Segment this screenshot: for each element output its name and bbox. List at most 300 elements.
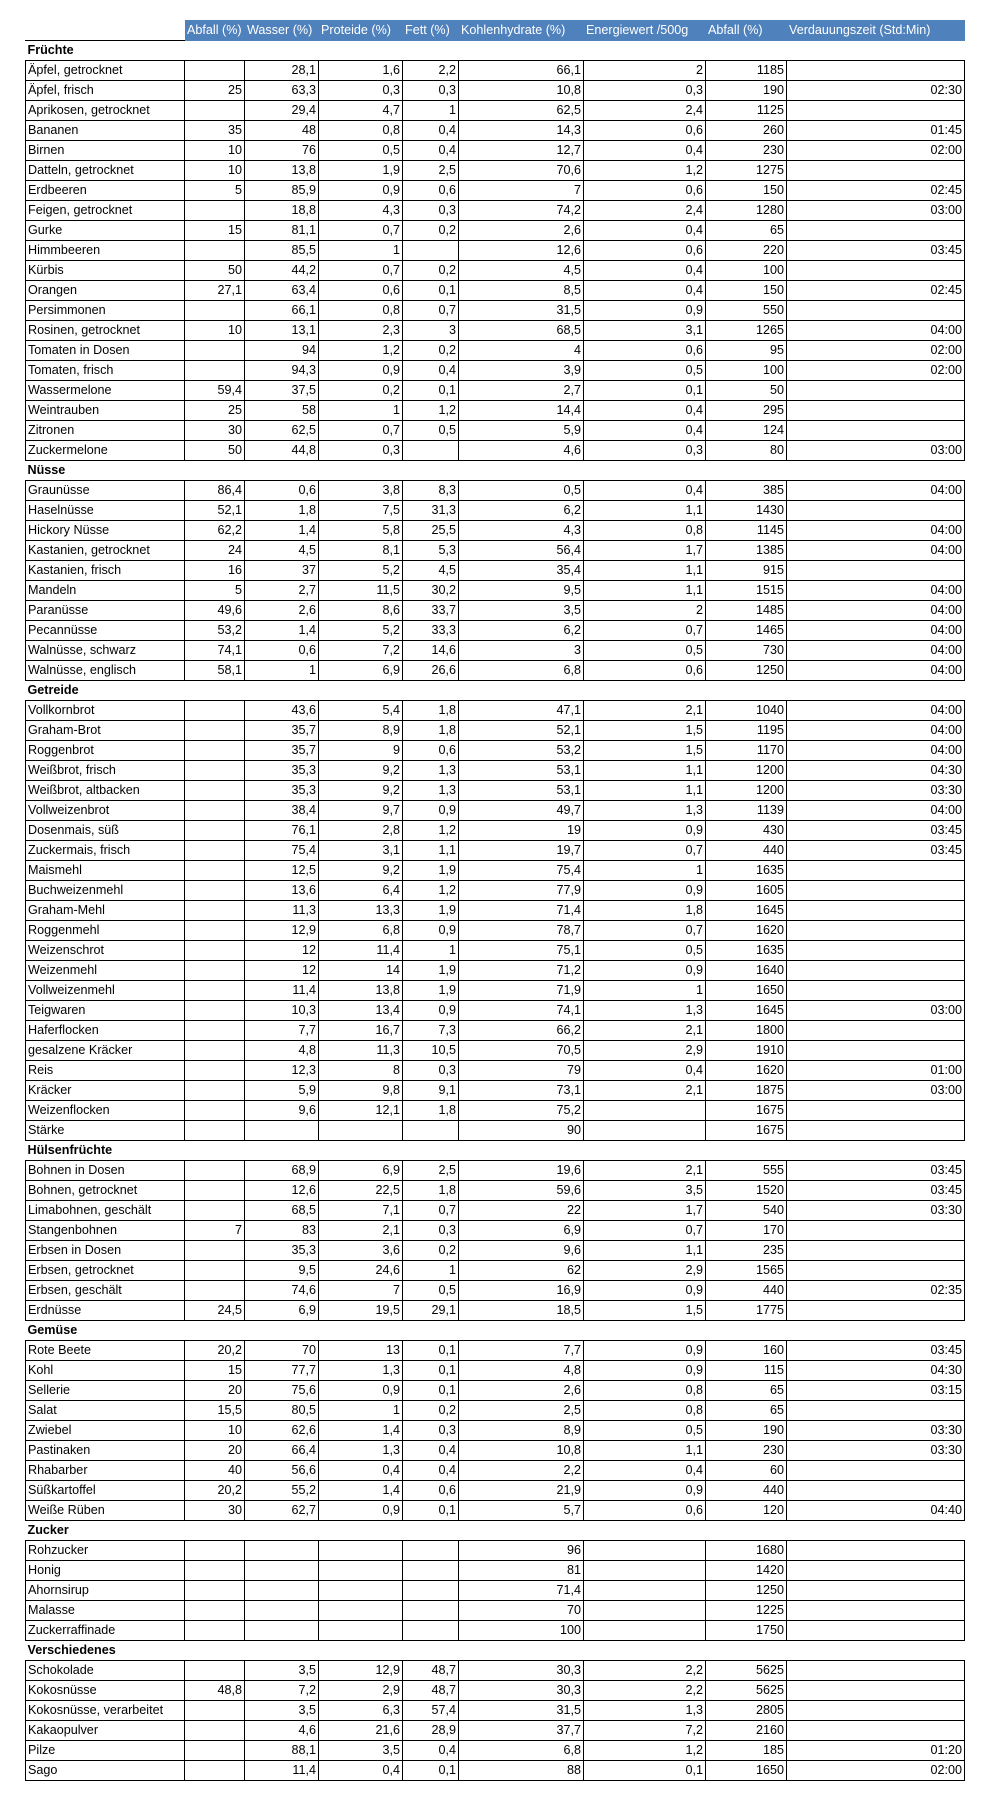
value-cell[interactable] <box>787 1601 965 1621</box>
value-cell[interactable]: 01:45 <box>787 121 965 141</box>
value-cell[interactable]: 0,1 <box>584 1761 706 1781</box>
value-cell[interactable] <box>787 561 965 581</box>
value-cell[interactable]: 1,1 <box>584 581 706 601</box>
value-cell[interactable]: 5,7 <box>459 1501 584 1521</box>
value-cell[interactable]: 1800 <box>706 1021 787 1041</box>
food-name-cell[interactable]: Vollweizenbrot <box>26 801 185 821</box>
value-cell[interactable]: 02:45 <box>787 181 965 201</box>
food-name-cell[interactable]: Sellerie <box>26 1381 185 1401</box>
food-name-cell[interactable]: Bohnen in Dosen <box>26 1161 185 1181</box>
value-cell[interactable]: 1139 <box>706 801 787 821</box>
value-cell[interactable]: 03:45 <box>787 821 965 841</box>
value-cell[interactable]: 11,4 <box>319 941 403 961</box>
value-cell[interactable]: 26,6 <box>403 661 459 681</box>
value-cell[interactable]: 430 <box>706 821 787 841</box>
value-cell[interactable]: 0,3 <box>403 1221 459 1241</box>
value-cell[interactable] <box>403 1561 459 1581</box>
value-cell[interactable]: 86,4 <box>185 481 245 501</box>
value-cell[interactable]: 74,1 <box>459 1001 584 1021</box>
value-cell[interactable]: 38,4 <box>245 801 319 821</box>
food-name-cell[interactable]: Weintrauben <box>26 401 185 421</box>
value-cell[interactable]: 25 <box>185 81 245 101</box>
value-cell[interactable]: 88,1 <box>245 1741 319 1761</box>
value-cell[interactable]: 71,4 <box>459 901 584 921</box>
food-name-cell[interactable]: Bananen <box>26 121 185 141</box>
value-cell[interactable]: 540 <box>706 1201 787 1221</box>
value-cell[interactable]: 1,2 <box>403 401 459 421</box>
value-cell[interactable]: 10 <box>185 141 245 161</box>
value-cell[interactable]: 915 <box>706 561 787 581</box>
value-cell[interactable]: 66,1 <box>245 301 319 321</box>
value-cell[interactable]: 0,8 <box>319 301 403 321</box>
value-cell[interactable] <box>185 1261 245 1281</box>
value-cell[interactable]: 30,3 <box>459 1681 584 1701</box>
value-cell[interactable]: 0,3 <box>403 1421 459 1441</box>
value-cell[interactable]: 02:35 <box>787 1281 965 1301</box>
value-cell[interactable] <box>185 801 245 821</box>
value-cell[interactable]: 0,1 <box>403 1501 459 1521</box>
food-name-cell[interactable]: Walnüsse, schwarz <box>26 641 185 661</box>
value-cell[interactable] <box>185 1561 245 1581</box>
value-cell[interactable] <box>185 981 245 1001</box>
value-cell[interactable]: 03:30 <box>787 1441 965 1461</box>
value-cell[interactable]: 78,7 <box>459 921 584 941</box>
value-cell[interactable]: 1 <box>245 661 319 681</box>
value-cell[interactable] <box>185 241 245 261</box>
value-cell[interactable]: 75,6 <box>245 1381 319 1401</box>
value-cell[interactable] <box>245 1581 319 1601</box>
value-cell[interactable]: 01:20 <box>787 1741 965 1761</box>
value-cell[interactable]: 3,5 <box>459 601 584 621</box>
value-cell[interactable]: 66,1 <box>459 61 584 81</box>
value-cell[interactable]: 03:45 <box>787 241 965 261</box>
value-cell[interactable]: 0,3 <box>319 441 403 461</box>
value-cell[interactable]: 1 <box>319 401 403 421</box>
value-cell[interactable]: 75,4 <box>245 841 319 861</box>
value-cell[interactable]: 9 <box>319 741 403 761</box>
value-cell[interactable]: 37 <box>245 561 319 581</box>
value-cell[interactable]: 10 <box>185 321 245 341</box>
value-cell[interactable]: 04:00 <box>787 641 965 661</box>
value-cell[interactable]: 7,7 <box>459 1341 584 1361</box>
food-name-cell[interactable]: Zwiebel <box>26 1421 185 1441</box>
value-cell[interactable]: 03:30 <box>787 1201 965 1221</box>
section-title[interactable]: Früchte <box>26 41 965 61</box>
value-cell[interactable] <box>185 201 245 221</box>
value-cell[interactable]: 0,3 <box>584 81 706 101</box>
section-title[interactable]: Getreide <box>26 681 965 701</box>
value-cell[interactable]: 62,2 <box>185 521 245 541</box>
value-cell[interactable]: 12 <box>245 961 319 981</box>
value-cell[interactable] <box>245 1601 319 1621</box>
value-cell[interactable]: 35,7 <box>245 721 319 741</box>
value-cell[interactable] <box>787 161 965 181</box>
value-cell[interactable]: 0,5 <box>584 361 706 381</box>
value-cell[interactable]: 1,3 <box>584 1001 706 1021</box>
value-cell[interactable]: 1,7 <box>584 541 706 561</box>
value-cell[interactable] <box>787 861 965 881</box>
value-cell[interactable]: 6,9 <box>459 1221 584 1241</box>
value-cell[interactable]: 02:00 <box>787 361 965 381</box>
value-cell[interactable]: 730 <box>706 641 787 661</box>
food-name-cell[interactable]: Rhabarber <box>26 1461 185 1481</box>
food-name-cell[interactable]: Buchweizenmehl <box>26 881 185 901</box>
food-name-cell[interactable]: Sago <box>26 1761 185 1781</box>
value-cell[interactable]: 31,3 <box>403 501 459 521</box>
value-cell[interactable]: 02:00 <box>787 341 965 361</box>
value-cell[interactable]: 81,1 <box>245 221 319 241</box>
value-cell[interactable]: 31,5 <box>459 1701 584 1721</box>
value-cell[interactable]: 04:00 <box>787 701 965 721</box>
value-cell[interactable]: 88 <box>459 1761 584 1781</box>
value-cell[interactable]: 385 <box>706 481 787 501</box>
value-cell[interactable]: 53,1 <box>459 781 584 801</box>
value-cell[interactable] <box>787 401 965 421</box>
value-cell[interactable]: 03:00 <box>787 1001 965 1021</box>
value-cell[interactable]: 1 <box>319 241 403 261</box>
value-cell[interactable]: 1,2 <box>584 1741 706 1761</box>
value-cell[interactable] <box>787 961 965 981</box>
value-cell[interactable]: 440 <box>706 1481 787 1501</box>
value-cell[interactable]: 1,8 <box>403 1181 459 1201</box>
value-cell[interactable]: 1,6 <box>319 61 403 81</box>
value-cell[interactable]: 2805 <box>706 1701 787 1721</box>
value-cell[interactable]: 10,5 <box>403 1041 459 1061</box>
value-cell[interactable]: 01:00 <box>787 1061 965 1081</box>
value-cell[interactable] <box>787 1241 965 1261</box>
food-name-cell[interactable]: Kastanien, frisch <box>26 561 185 581</box>
food-name-cell[interactable]: Weizenflocken <box>26 1101 185 1121</box>
food-name-cell[interactable]: Walnüsse, englisch <box>26 661 185 681</box>
value-cell[interactable] <box>787 1301 965 1321</box>
value-cell[interactable]: 1605 <box>706 881 787 901</box>
value-cell[interactable]: 0,8 <box>319 121 403 141</box>
value-cell[interactable]: 04:00 <box>787 581 965 601</box>
value-cell[interactable]: 75,4 <box>459 861 584 881</box>
value-cell[interactable]: 1,5 <box>584 1301 706 1321</box>
value-cell[interactable] <box>787 1701 965 1721</box>
value-cell[interactable] <box>185 341 245 361</box>
value-cell[interactable]: 0,3 <box>319 81 403 101</box>
food-name-cell[interactable]: Limabohnen, geschält <box>26 1201 185 1221</box>
value-cell[interactable]: 48,8 <box>185 1681 245 1701</box>
value-cell[interactable]: 04:00 <box>787 521 965 541</box>
value-cell[interactable]: 0,4 <box>584 1461 706 1481</box>
section-title[interactable]: Gemüse <box>26 1321 965 1341</box>
value-cell[interactable]: 185 <box>706 1741 787 1761</box>
value-cell[interactable] <box>787 421 965 441</box>
food-name-cell[interactable]: Roggenbrot <box>26 741 185 761</box>
value-cell[interactable] <box>185 1281 245 1301</box>
value-cell[interactable]: 03:30 <box>787 781 965 801</box>
food-name-cell[interactable]: Rote Beete <box>26 1341 185 1361</box>
value-cell[interactable]: 04:00 <box>787 741 965 761</box>
food-name-cell[interactable]: Haferflocken <box>26 1021 185 1041</box>
value-cell[interactable]: 62,6 <box>245 1421 319 1441</box>
value-cell[interactable]: 0,4 <box>584 481 706 501</box>
value-cell[interactable]: 0,1 <box>403 281 459 301</box>
value-cell[interactable] <box>584 1101 706 1121</box>
value-cell[interactable]: 13,8 <box>319 981 403 1001</box>
value-cell[interactable]: 1,9 <box>403 861 459 881</box>
value-cell[interactable]: 1,1 <box>584 781 706 801</box>
value-cell[interactable]: 2,6 <box>459 221 584 241</box>
value-cell[interactable]: 59,6 <box>459 1181 584 1201</box>
value-cell[interactable]: 0,7 <box>319 421 403 441</box>
value-cell[interactable] <box>787 1021 965 1041</box>
value-cell[interactable] <box>185 61 245 81</box>
value-cell[interactable]: 13,1 <box>245 321 319 341</box>
header-cell-fett[interactable]: Fett (%) <box>403 21 459 41</box>
value-cell[interactable]: 04:40 <box>787 1501 965 1521</box>
value-cell[interactable]: 19,5 <box>319 1301 403 1321</box>
value-cell[interactable] <box>403 1621 459 1641</box>
value-cell[interactable]: 57,4 <box>403 1701 459 1721</box>
value-cell[interactable] <box>185 1621 245 1641</box>
value-cell[interactable]: 75,2 <box>459 1101 584 1121</box>
value-cell[interactable]: 50 <box>185 261 245 281</box>
value-cell[interactable]: 5 <box>185 581 245 601</box>
value-cell[interactable]: 2 <box>584 601 706 621</box>
value-cell[interactable]: 440 <box>706 841 787 861</box>
value-cell[interactable]: 15 <box>185 1361 245 1381</box>
food-name-cell[interactable]: Ahornsirup <box>26 1581 185 1601</box>
value-cell[interactable]: 50 <box>706 381 787 401</box>
value-cell[interactable]: 2,9 <box>584 1261 706 1281</box>
value-cell[interactable]: 1275 <box>706 161 787 181</box>
value-cell[interactable]: 11,3 <box>319 1041 403 1061</box>
value-cell[interactable]: 76,1 <box>245 821 319 841</box>
value-cell[interactable]: 1385 <box>706 541 787 561</box>
value-cell[interactable]: 5625 <box>706 1661 787 1681</box>
value-cell[interactable]: 0,7 <box>319 261 403 281</box>
value-cell[interactable] <box>787 941 965 961</box>
value-cell[interactable]: 2,5 <box>459 1401 584 1421</box>
value-cell[interactable]: 1650 <box>706 981 787 1001</box>
food-name-cell[interactable]: Persimmonen <box>26 301 185 321</box>
value-cell[interactable] <box>319 1581 403 1601</box>
value-cell[interactable]: 0,5 <box>584 641 706 661</box>
value-cell[interactable]: 150 <box>706 281 787 301</box>
value-cell[interactable]: 1775 <box>706 1301 787 1321</box>
value-cell[interactable]: 9,5 <box>245 1261 319 1281</box>
value-cell[interactable]: 0,1 <box>403 381 459 401</box>
value-cell[interactable]: 14,3 <box>459 121 584 141</box>
value-cell[interactable]: 0,4 <box>319 1461 403 1481</box>
value-cell[interactable]: 2160 <box>706 1721 787 1741</box>
value-cell[interactable]: 13,8 <box>245 161 319 181</box>
value-cell[interactable]: 0,1 <box>403 1761 459 1781</box>
value-cell[interactable]: 220 <box>706 241 787 261</box>
value-cell[interactable] <box>787 61 965 81</box>
value-cell[interactable] <box>185 1741 245 1761</box>
value-cell[interactable]: 74,6 <box>245 1281 319 1301</box>
value-cell[interactable]: 1,9 <box>403 901 459 921</box>
value-cell[interactable] <box>185 1761 245 1781</box>
value-cell[interactable] <box>787 1401 965 1421</box>
value-cell[interactable]: 4,3 <box>319 201 403 221</box>
value-cell[interactable]: 1,8 <box>403 701 459 721</box>
food-name-cell[interactable]: Weizenmehl <box>26 961 185 981</box>
food-name-cell[interactable]: Weißbrot, frisch <box>26 761 185 781</box>
value-cell[interactable]: 0,6 <box>584 1501 706 1521</box>
value-cell[interactable]: 52,1 <box>185 501 245 521</box>
value-cell[interactable]: 04:00 <box>787 621 965 641</box>
value-cell[interactable]: 170 <box>706 1221 787 1241</box>
header-cell-name[interactable] <box>26 21 185 41</box>
value-cell[interactable]: 0,6 <box>319 281 403 301</box>
value-cell[interactable]: 59,4 <box>185 381 245 401</box>
value-cell[interactable]: 55,2 <box>245 1481 319 1501</box>
value-cell[interactable]: 1620 <box>706 921 787 941</box>
food-name-cell[interactable]: Rosinen, getrocknet <box>26 321 185 341</box>
value-cell[interactable]: 230 <box>706 1441 787 1461</box>
value-cell[interactable] <box>185 1601 245 1621</box>
value-cell[interactable]: 2,1 <box>584 1021 706 1041</box>
value-cell[interactable]: 9,6 <box>245 1101 319 1121</box>
value-cell[interactable]: 12,9 <box>319 1661 403 1681</box>
value-cell[interactable]: 0,4 <box>403 141 459 161</box>
food-name-cell[interactable]: Kokosnüsse <box>26 1681 185 1701</box>
value-cell[interactable]: 20 <box>185 1381 245 1401</box>
value-cell[interactable]: 28,9 <box>403 1721 459 1741</box>
value-cell[interactable]: 25,5 <box>403 521 459 541</box>
value-cell[interactable]: 0,1 <box>403 1341 459 1361</box>
value-cell[interactable] <box>185 901 245 921</box>
value-cell[interactable]: 65 <box>706 1381 787 1401</box>
value-cell[interactable] <box>319 1541 403 1561</box>
value-cell[interactable]: 53,1 <box>459 761 584 781</box>
value-cell[interactable]: 3,5 <box>584 1181 706 1201</box>
value-cell[interactable]: 1280 <box>706 201 787 221</box>
value-cell[interactable] <box>787 901 965 921</box>
value-cell[interactable] <box>403 441 459 461</box>
value-cell[interactable]: 6,9 <box>245 1301 319 1321</box>
value-cell[interactable]: 04:00 <box>787 721 965 741</box>
value-cell[interactable]: 1875 <box>706 1081 787 1101</box>
value-cell[interactable]: 4,8 <box>459 1361 584 1381</box>
food-name-cell[interactable]: Äpfel, getrocknet <box>26 61 185 81</box>
food-name-cell[interactable]: Aprikosen, getrocknet <box>26 101 185 121</box>
value-cell[interactable] <box>185 741 245 761</box>
value-cell[interactable]: 1,8 <box>403 721 459 741</box>
value-cell[interactable]: 76 <box>245 141 319 161</box>
value-cell[interactable]: 2,7 <box>245 581 319 601</box>
value-cell[interactable]: 0,3 <box>403 81 459 101</box>
value-cell[interactable]: 124 <box>706 421 787 441</box>
value-cell[interactable]: 1650 <box>706 1761 787 1781</box>
value-cell[interactable]: 31,5 <box>459 301 584 321</box>
value-cell[interactable]: 90 <box>459 1121 584 1141</box>
value-cell[interactable]: 4,6 <box>245 1721 319 1741</box>
value-cell[interactable]: 1 <box>584 861 706 881</box>
value-cell[interactable]: 2,9 <box>584 1041 706 1061</box>
value-cell[interactable]: 1,1 <box>584 1241 706 1261</box>
value-cell[interactable]: 7 <box>319 1281 403 1301</box>
section-title[interactable]: Zucker <box>26 1521 965 1541</box>
value-cell[interactable]: 0,9 <box>319 181 403 201</box>
value-cell[interactable]: 28,1 <box>245 61 319 81</box>
food-name-cell[interactable]: Wassermelone <box>26 381 185 401</box>
food-name-cell[interactable]: Graunüsse <box>26 481 185 501</box>
value-cell[interactable]: 04:30 <box>787 1361 965 1381</box>
value-cell[interactable]: 80,5 <box>245 1401 319 1421</box>
value-cell[interactable]: 1465 <box>706 621 787 641</box>
value-cell[interactable]: 03:45 <box>787 1181 965 1201</box>
value-cell[interactable]: 2,7 <box>459 381 584 401</box>
value-cell[interactable]: 260 <box>706 121 787 141</box>
food-name-cell[interactable]: Erbsen, getrocknet <box>26 1261 185 1281</box>
value-cell[interactable]: 11,4 <box>245 1761 319 1781</box>
value-cell[interactable]: 79 <box>459 1061 584 1081</box>
value-cell[interactable]: 7,2 <box>245 1681 319 1701</box>
header-cell-verdauungszeit[interactable]: Verdauungszeit (Std:Min) <box>787 21 965 41</box>
value-cell[interactable]: 85,5 <box>245 241 319 261</box>
food-name-cell[interactable]: Datteln, getrocknet <box>26 161 185 181</box>
value-cell[interactable]: 1225 <box>706 1601 787 1621</box>
value-cell[interactable]: 8,9 <box>459 1421 584 1441</box>
value-cell[interactable]: 3,8 <box>319 481 403 501</box>
value-cell[interactable]: 9,7 <box>319 801 403 821</box>
value-cell[interactable]: 4,5 <box>245 541 319 561</box>
value-cell[interactable]: 0,4 <box>403 1461 459 1481</box>
value-cell[interactable]: 12,3 <box>245 1061 319 1081</box>
value-cell[interactable]: 19 <box>459 821 584 841</box>
value-cell[interactable]: 16,9 <box>459 1281 584 1301</box>
value-cell[interactable]: 0,8 <box>584 1381 706 1401</box>
value-cell[interactable]: 1,7 <box>584 1201 706 1221</box>
value-cell[interactable]: 56,4 <box>459 541 584 561</box>
value-cell[interactable]: 66,4 <box>245 1441 319 1461</box>
value-cell[interactable]: 1675 <box>706 1121 787 1141</box>
value-cell[interactable]: 1420 <box>706 1561 787 1581</box>
value-cell[interactable] <box>319 1121 403 1141</box>
value-cell[interactable]: 1485 <box>706 601 787 621</box>
value-cell[interactable]: 2,2 <box>584 1661 706 1681</box>
value-cell[interactable] <box>787 1461 965 1481</box>
value-cell[interactable]: 0,5 <box>459 481 584 501</box>
value-cell[interactable]: 74,1 <box>185 641 245 661</box>
food-name-cell[interactable]: Erbsen in Dosen <box>26 1241 185 1261</box>
value-cell[interactable] <box>185 1581 245 1601</box>
header-cell-kohlenhydrate[interactable]: Kohlenhydrate (%) <box>459 21 584 41</box>
value-cell[interactable]: 50 <box>185 441 245 461</box>
value-cell[interactable] <box>584 1561 706 1581</box>
value-cell[interactable]: 2,1 <box>319 1221 403 1241</box>
value-cell[interactable]: 0,6 <box>245 641 319 661</box>
value-cell[interactable]: 555 <box>706 1161 787 1181</box>
value-cell[interactable]: 4,5 <box>403 561 459 581</box>
value-cell[interactable]: 18,8 <box>245 201 319 221</box>
value-cell[interactable]: 1250 <box>706 661 787 681</box>
value-cell[interactable]: 0,4 <box>403 1441 459 1461</box>
value-cell[interactable]: 63,3 <box>245 81 319 101</box>
value-cell[interactable]: 6,3 <box>319 1701 403 1721</box>
value-cell[interactable]: 43,6 <box>245 701 319 721</box>
food-name-cell[interactable]: Bohnen, getrocknet <box>26 1181 185 1201</box>
food-name-cell[interactable]: Hickory Nüsse <box>26 521 185 541</box>
value-cell[interactable]: 68,5 <box>459 321 584 341</box>
value-cell[interactable]: 2,6 <box>245 601 319 621</box>
value-cell[interactable] <box>185 1081 245 1101</box>
value-cell[interactable]: 1640 <box>706 961 787 981</box>
food-name-cell[interactable]: Tomaten, frisch <box>26 361 185 381</box>
value-cell[interactable]: 0,4 <box>584 261 706 281</box>
value-cell[interactable]: 9,2 <box>319 761 403 781</box>
food-name-cell[interactable]: Kastanien, getrocknet <box>26 541 185 561</box>
value-cell[interactable]: 0,7 <box>403 1201 459 1221</box>
value-cell[interactable]: 0,4 <box>319 1761 403 1781</box>
